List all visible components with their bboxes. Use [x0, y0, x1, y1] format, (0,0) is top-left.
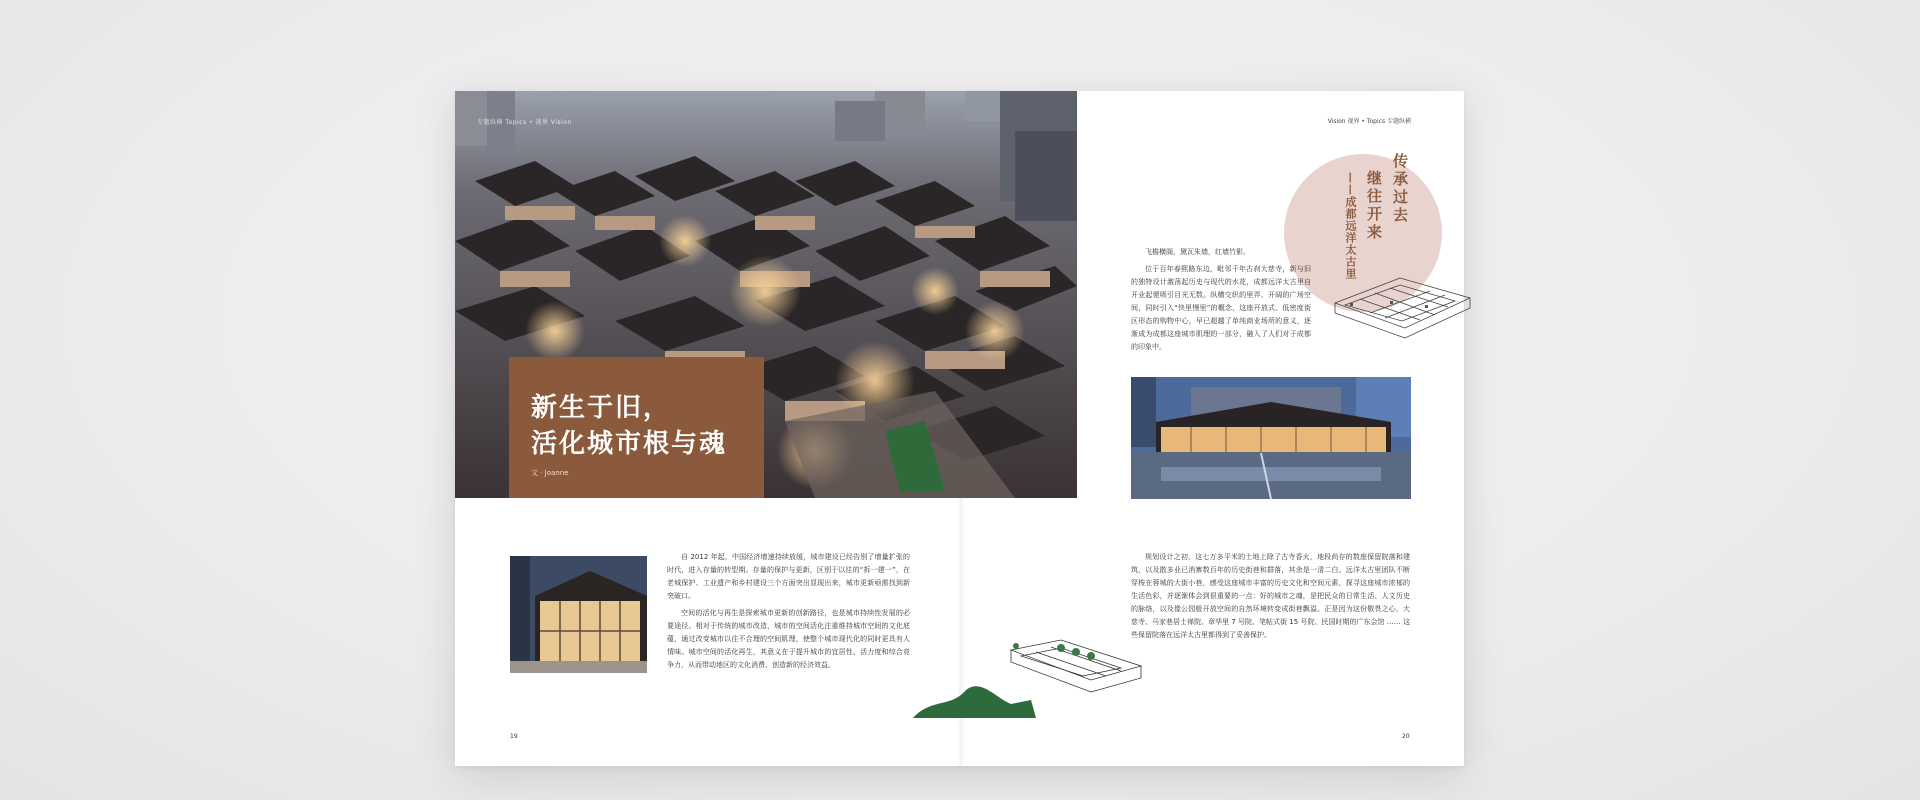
- left-paragraph-2: 空间的活化与再生是探索城市更新的创新路径，也是城市持续性发展的必要途径。相对于传统的城市改造，城市的空间活化注重维持城市空间的文化底蕴，通过改变城市以往不合理的空间肌理，使整个城市现代化的同时更具有人情味。城市空间的活化再生，其意义在于提升城市的宜居性、活力度和综合竞争力，从而带动地区的文化消费、创造新的经济效益。: [667, 609, 910, 669]
- architectural-sketch: [1330, 273, 1473, 343]
- right-page-header: Vision 视界 • Topics 专题纵横: [1327, 118, 1411, 125]
- title-box: [509, 357, 764, 498]
- plaza-night-photo: [1131, 377, 1411, 499]
- article-title-line-2: 活化城市根与魂: [531, 429, 728, 459]
- hero-photo: [455, 91, 1077, 498]
- vertical-title-2: 继往开来: [1365, 170, 1383, 242]
- right-paragraph-1: 规划设计之初，这七万多平米的土地上除了古寺香火，地段尚存的数座保留院落和建筑，以及散多业已消寨数百年的历史街巷和群落，其余是一清二白。远洋太古里团队不断穿梭在蓉城的大街小巷，感受这座城市丰富的历史文化和空间元素，探寻这座城市浓郁的生活色彩，并逐渐体会到很重要的一点：好的城市之魂，是把民众的日常生活、人文历史的脉络，以及像公园般开放空间的自然环境转变成街巷飘溢。正是因为这份敬畏之心，大慈寺、马家巷居士禅院、章华里 7 号院、笔帖式街 15 号院、民国时期的广东会馆 …… 这些保留院落在远洋太古里都得到了妥善保护。: [1131, 553, 1410, 639]
- right-page-number: 20: [1402, 733, 1410, 740]
- byline: 文 · Joanne: [531, 469, 569, 477]
- intro-paragraph-1: 飞檐横阁，黛瓦朱墙，红墙竹影。: [1145, 248, 1250, 256]
- left-page-header: 专题纵横 Topics • 视界 Vision: [477, 119, 572, 126]
- article-title-line-1: 新生于旧，: [531, 393, 672, 423]
- isometric-illustration: [911, 638, 1154, 726]
- intro-text: [1131, 246, 1311, 358]
- left-body-text: [667, 551, 910, 676]
- intro-paragraph-2: 位于百年春熙路东边，毗邻千年古刹大慈寺，新与旧的独特设计激荡起历史与现代的水花，成都远洋太古里自开业起便吸引目光无数。纵横交织的里弄、开阔的广场空间，同时引入“快里慢里”的概念，这座开放式、低密度街区形态的购物中心，早已超越了单纯商业场所的意义，逐渐成为成都这座城市肌理的一部分，融入了人们对于成都的印象中。: [1131, 265, 1311, 351]
- vertical-title-1: 传承过去: [1391, 153, 1409, 225]
- left-paragraph-1: 自 2012 年起，中国经济增速持续放缓，城市建设已经告别了增量扩张的时代，进入存量的转型期。存量的保护与更新，区别于以往的“拆一建一”，在老城保护、工业遗产和乡村建设三个方面突出显现出来，城市更新亟需找到新突破口。: [667, 553, 910, 600]
- glass-pavilion-photo: [510, 556, 647, 673]
- right-body-text: [1131, 551, 1410, 646]
- left-page-number: 19: [510, 733, 518, 740]
- vertical-subtitle: ——成都远洋太古里: [1344, 172, 1357, 280]
